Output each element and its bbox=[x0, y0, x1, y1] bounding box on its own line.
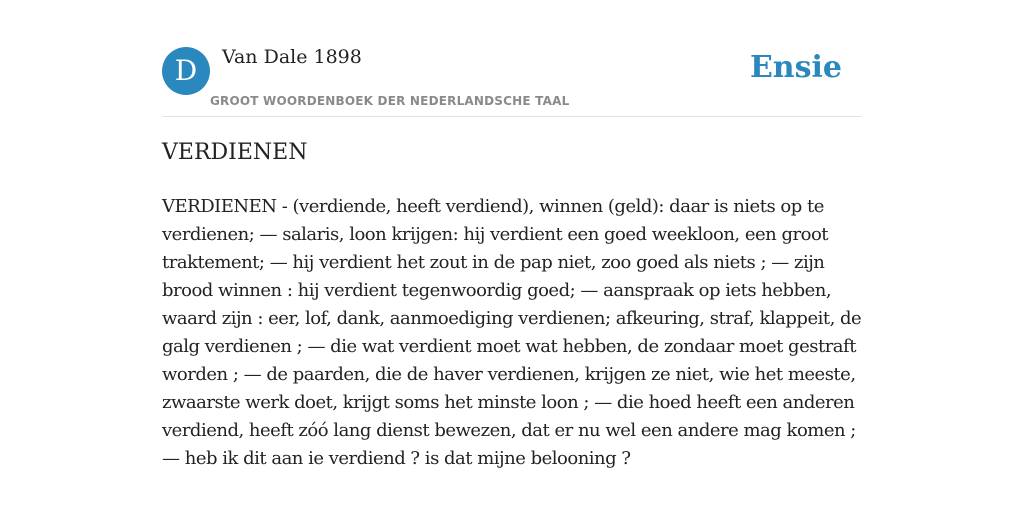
brand-logo[interactable]: Ensie bbox=[749, 50, 842, 85]
header bbox=[162, 44, 862, 117]
entry-title: VERDIENEN bbox=[162, 140, 308, 165]
source-title[interactable]: Van Dale 1898 bbox=[222, 46, 362, 68]
source-avatar[interactable]: D bbox=[162, 47, 210, 95]
entry-definition: VERDIENEN - (verdiende, heeft verdiend), winnen (geld): daar is niets op te verdienen; — salaris, loon krijgen: hij verdient een goed weekloon, een groot traktement; — hij verdient het zout in de pap niet, zoo goed als niets ; — zijn brood winnen : hij verdient tegenwoordig goed; — aanspraak op iets hebben, waard zijn : eer, lof, dank, aanmoediging verdienen; afkeuring, straf, klappeit, de galg verdienen ; — die wat verdient moet wat hebben, de zondaar moet gestraft worden ; — de paarden, die de haver verdienen, krijgen ze niet, wie het meeste, zwaarste werk doet, krijgt soms het minste loon ; — die hoed heeft een anderen verdiend, heeft zóó lang dienst bewezen, dat er nu wel een andere mag komen ; — heb ik dit aan ie verdiend ? is dat mijne belooning ? bbox=[162, 196, 862, 469]
source-subtitle: GROOT WOORDENBOEK DER NEDERLANDSCHE TAAL bbox=[210, 94, 570, 108]
